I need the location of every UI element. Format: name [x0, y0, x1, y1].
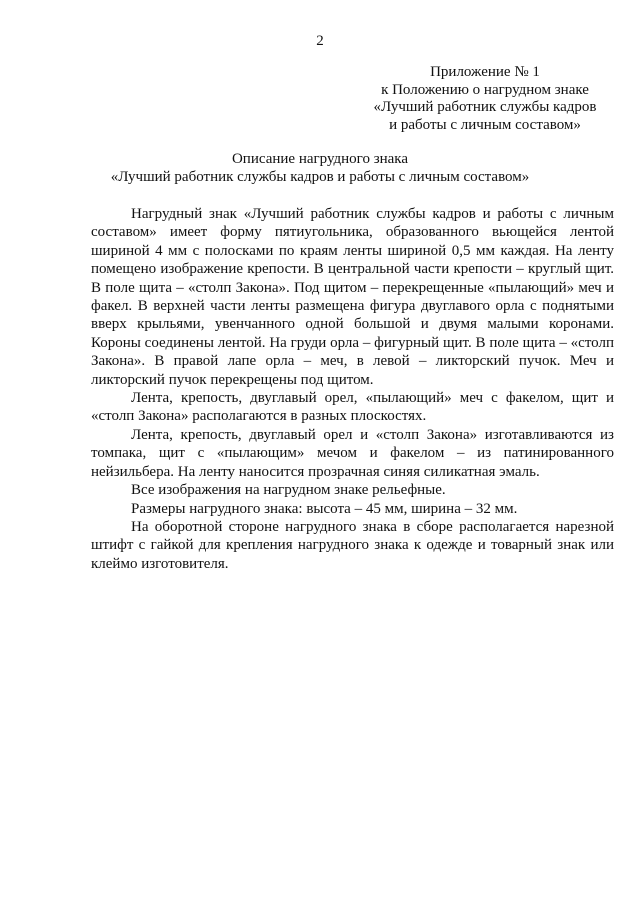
- body-paragraph: На оборотной стороне нагрудного знака в сборе располагается нарезной штифт с гайкой для крепления нагрудного знака к одежде и товарный знак или клеймо изготовителя.: [91, 518, 614, 572]
- document-body: [91, 205, 614, 573]
- page-number: 2: [316, 33, 324, 49]
- appendix-header: [350, 64, 620, 134]
- appendix-line-1: Приложение № 1: [430, 64, 540, 80]
- body-paragraph: Лента, крепость, двуглавый орел и «столп Закона» изготавливаются из томпака, щит с «пылающим» мечом и факелом – из патинированного нейзильбера. На ленту наносится прозрачная синяя силикатная эмаль.: [91, 426, 614, 480]
- document-title: [0, 150, 640, 186]
- appendix-line-2: к Положению о нагрудном знаке: [381, 81, 589, 98]
- appendix-line-4: и работы с личным составом»: [389, 116, 581, 133]
- body-paragraph: Нагрудный знак «Лучший работник службы кадров и работы с личным составом» имеет форму пятиугольника, образованного вьющейся лентой шириной 4 мм с полосками по краям ленты шириной 0,5 мм каждая. На ленту помещено изображение крепости. В центральной части крепости – круглый щит. В поле щита – «столп Закона». Под щитом – перекрещенные «пылающий» меч и факел. В верхней части ленты размещена фигура двуглавого орла с поднятыми вверх крыльями, увенчанного одной большой и двумя малыми коронами. Короны соединены лентой. На груди орла – фигурный щит. В поле щита – «столп Закона». В правой лапе орла – меч, в левой – ликторский пучок. Меч и ликторский пучок перекрещены под щитом.: [91, 206, 614, 388]
- body-paragraph: Размеры нагрудного знака: высота – 45 мм, ширина – 32 мм.: [131, 500, 518, 517]
- title-line-1: Описание нагрудного знака: [231, 151, 409, 167]
- appendix-line-3: «Лучший работник службы кадров: [373, 99, 597, 115]
- body-paragraph: Лента, крепость, двуглавый орел, «пылающий» меч с факелом, щит и «столп Закона» располагаются в разных плоскостях.: [91, 390, 614, 425]
- body-paragraph: Все изображения на нагрудном знаке рельефные.: [131, 482, 446, 499]
- title-line-2: «Лучший работник службы кадров и работы с личным составом»: [110, 169, 530, 185]
